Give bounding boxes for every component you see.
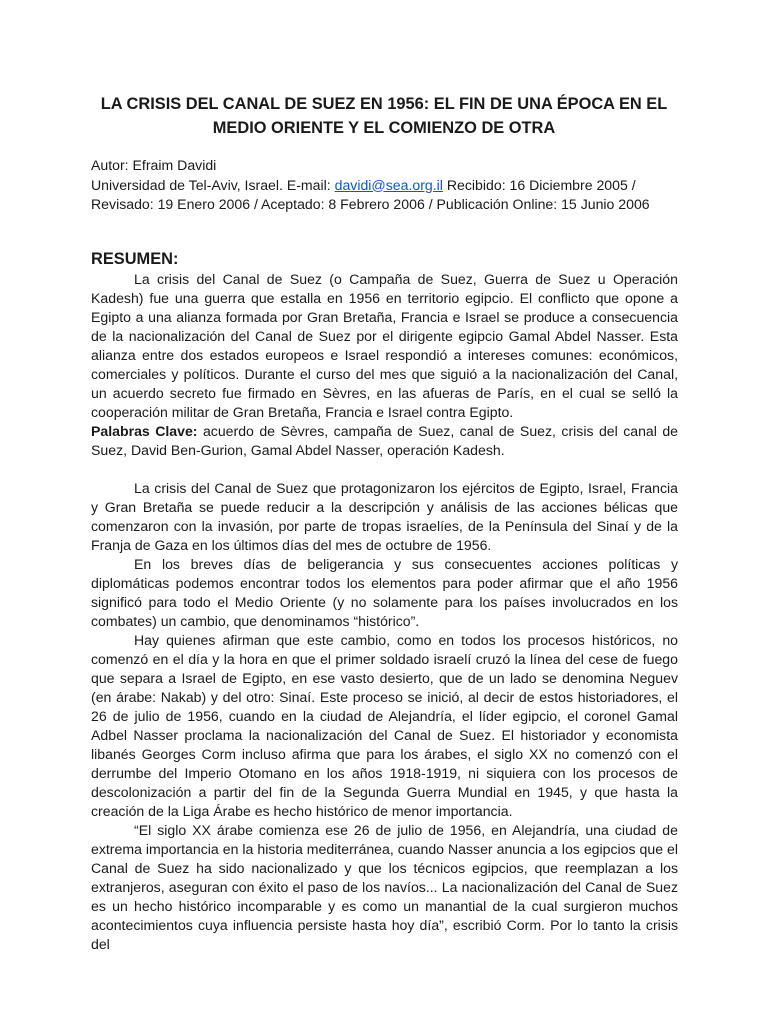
paper-title: LA CRISIS DEL CANAL DE SUEZ EN 1956: EL FIN DE UNA ÉPOCA EN EL MEDIO ORIENTE Y EL COMIENZO DE OTRA bbox=[100, 95, 668, 137]
article-body bbox=[91, 270, 678, 954]
abstract-heading: RESUMEN: bbox=[91, 250, 179, 268]
affiliation-text: Universidad de Tel-Aviv, Israel. E-mail: bbox=[91, 176, 335, 193]
author-metadata bbox=[91, 156, 691, 215]
body-paragraph: “El siglo XX árabe comienza ese 26 de julio de 1956, en Alejandría, una ciudad de extrema importancia en la historia mediterránea, cuando Nasser anuncia a los egipcios que el Canal de Suez ha sido nacionalizado y que los técnicos egipcios, que reemplazan a los extranjeros, aseguran con éxito el paso de los navíos... La nacionalización del Canal de Suez es un hecho histórico incomparable y es como un manantial de la cual surgieron muchos acontecimientos cuya influencia persiste hasta hoy día”, escribió Corm. Por lo tanto la crisis del bbox=[91, 822, 678, 952]
keywords-paragraph bbox=[91, 422, 678, 460]
keywords-label: Palabras Clave: bbox=[91, 423, 198, 439]
body-paragraph: En los breves días de beligerancia y sus consecuentes acciones políticas y diplomáticas podemos encontrar todos los elementos para poder afirmar que el año 1956 significó para todo el Medio Oriente (y no solamente para los países involucrados en los combates) un cambio, que denominamos “histórico”. bbox=[91, 556, 678, 629]
body-paragraph: Hay quienes afirman que este cambio, como en todos los procesos históricos, no comenzó en el día y la hora en que el primer soldado israelí cruzó la línea del cese de fuego que separa a Israel de Egipto, en ese vasto desierto, que de un lado se denomina Neguev (en árabe: Nakab) y del otro: Sinaí. Este proceso se inició, al decir de estos historiadores, el 26 de julio de 1956, cuando en la ciudad de Alejandría, el líder egipcio, el coronel Gamal Adbel Nasser proclama la nacionalización del Canal de Suez. El historiador y economista libanés Georges Corm incluso afirma que para los árabes, el siglo XX no comenzó con el derrumbe del Imperio Otomano en los años 1918-1919, ni siquiera con los procesos de descolonización a partir del fin de la Segunda Guerra Mundial en 1945, y que hasta la creación de la Liga Árabe es hecho histórico de menor importancia. bbox=[91, 632, 678, 819]
keywords-text: acuerdo de Sèvres, campaña de Suez, canal de Suez, crisis del canal de Suez, David Ben-Gurion, Gamal Abdel Nasser, operación Kadesh. bbox=[91, 423, 679, 458]
received-date: Recibido: 16 Diciembre 2005 / bbox=[442, 176, 636, 193]
publication-dates: Revisado: 19 Enero 2006 / Aceptado: 8 Febrero 2006 / Publicación Online: 15 Junio 2006 bbox=[91, 196, 650, 212]
email-link[interactable]: davidi@sea.org.il bbox=[334, 176, 443, 193]
affiliation-line bbox=[91, 176, 691, 196]
abstract-paragraph: La crisis del Canal de Suez (o Campaña de Suez, Guerra de Suez u Operación Kadesh) fue una guerra que estalla en 1956 en territorio egipcio. El conflicto que opone a Egipto a una alianza formada por Gran Bretaña, Francia e Israel se produce a consecuencia de la nacionalización del Canal de Suez por el dirigente egipcio Gamal Abdel Nasser. Esta alianza entre dos estados europeos e Israel respondió a intereses comunes: económicos, comerciales y políticos. Durante el curso del mes que siguió a la nacionalización del Canal, un acuerdo secreto fue firmado en Sèvres, en las afueras de París, en el cual se selló la cooperación militar de Gran Bretaña, Francia e Israel contra Egipto. bbox=[91, 271, 678, 420]
body-paragraph: La crisis del Canal de Suez que protagonizaron los ejércitos de Egipto, Israel, Francia y Gran Bretaña se puede reducir a la descripción y análisis de las acciones bélicas que comenzaron con la invasión, por parte de tropas israelíes, de la Península del Sinaí y de la Franja de Gaza en los últimos días del mes de octubre de 1956. bbox=[91, 480, 678, 553]
author-line: Autor: Efraim Davidi bbox=[91, 157, 217, 173]
